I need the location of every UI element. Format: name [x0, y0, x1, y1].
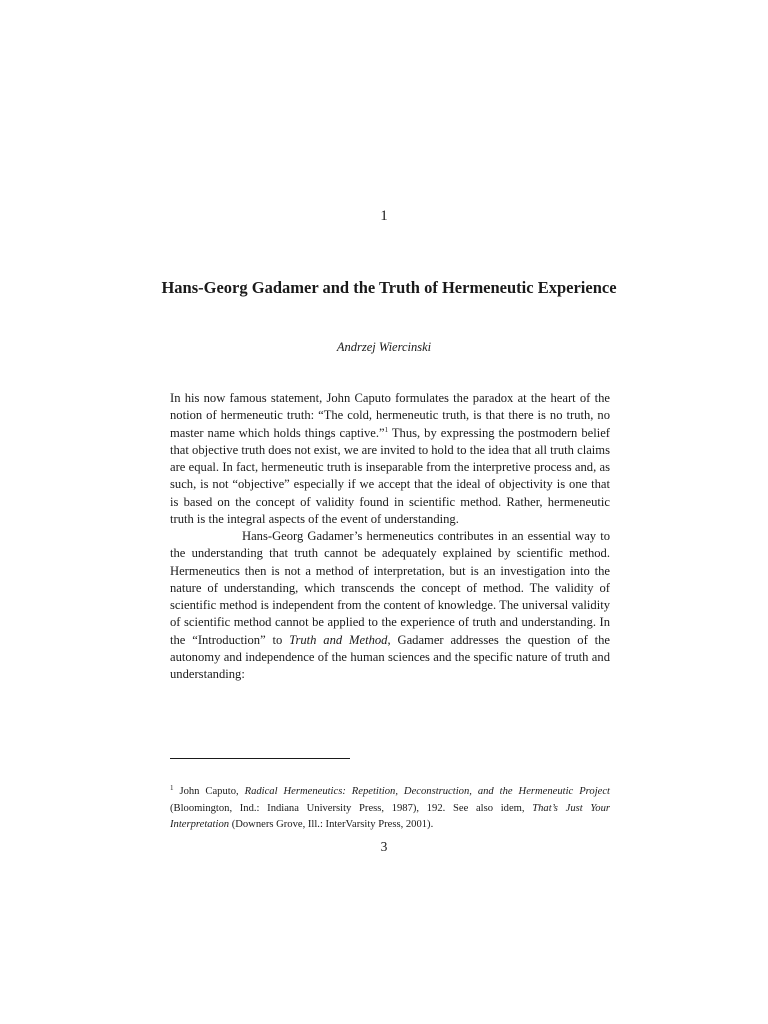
footnote-marker: 1	[170, 784, 174, 792]
footnote-text-c: (Downers Grove, Ill.: InterVarsity Press, 2001).	[229, 819, 434, 830]
paragraph-1	[170, 390, 610, 528]
page-number: 3	[380, 839, 388, 854]
footnote-divider	[170, 758, 350, 759]
chapter-number: 1	[380, 208, 388, 224]
paragraph-2	[170, 528, 610, 683]
chapter-title: Hans-Georg Gadamer and the Truth of Hermeneutic Experience	[161, 278, 617, 297]
paragraph-2-text-a: Hans-Georg Gadamer’s hermeneutics contributes in an essential way to the understanding that truth cannot be adequately explained by scientific method. Hermeneutics then is not a method of interpretation, but is an investigation into the nature of understanding, which transcends the concept of method. The validity of scientific method is independent from the content of knowledge. The universal validity of scientific method cannot be applied to the experience of truth and understanding. In the “Introduction” to	[170, 529, 610, 647]
footnote-book-title-b: That’s Just Your Interpretation	[170, 802, 610, 830]
footnote-text-a: John Caputo,	[173, 786, 245, 797]
footnote-book-title-a: Radical Hermeneutics: Repetition, Deconstruction, and the Hermeneutic Project	[244, 786, 610, 797]
paragraph-1-text-a: In his now famous statement, John Caputo formulates the paradox at the heart of the notion of hermeneutic truth: “The cold, hermeneutic truth, is that there is no truth, no master name which holds things captive.”	[170, 391, 610, 440]
footnote-text-b: (Bloomington, Ind.: Indiana University Press, 1987), 192. See also idem,	[170, 802, 533, 814]
body-text	[170, 390, 610, 683]
paragraph-2-text-b: , Gadamer addresses the question of the autonomy and independence of the human sciences and the specific nature of truth and understanding:	[170, 632, 611, 681]
footnote-reference[interactable]: 1	[384, 425, 389, 434]
author-name: Andrzej Wiercinski	[336, 340, 432, 354]
paragraph-1-text-b: Thus, by expressing the postmodern belief that objective truth does not exist, we are invited to hold to the idea that all truth claims are equal. In fact, hermeneutic truth is inseparable from the interpretive process and, as such, is not “objective” especially if we accept that the ideal of objectivity is one that is based on the concept of validity found in scientific method. Rather, hermeneutic truth is the integral aspects of the event of understanding.	[170, 425, 610, 526]
book-title-truth-and-method: Truth and Method	[289, 632, 388, 647]
footnote-1	[170, 784, 610, 834]
